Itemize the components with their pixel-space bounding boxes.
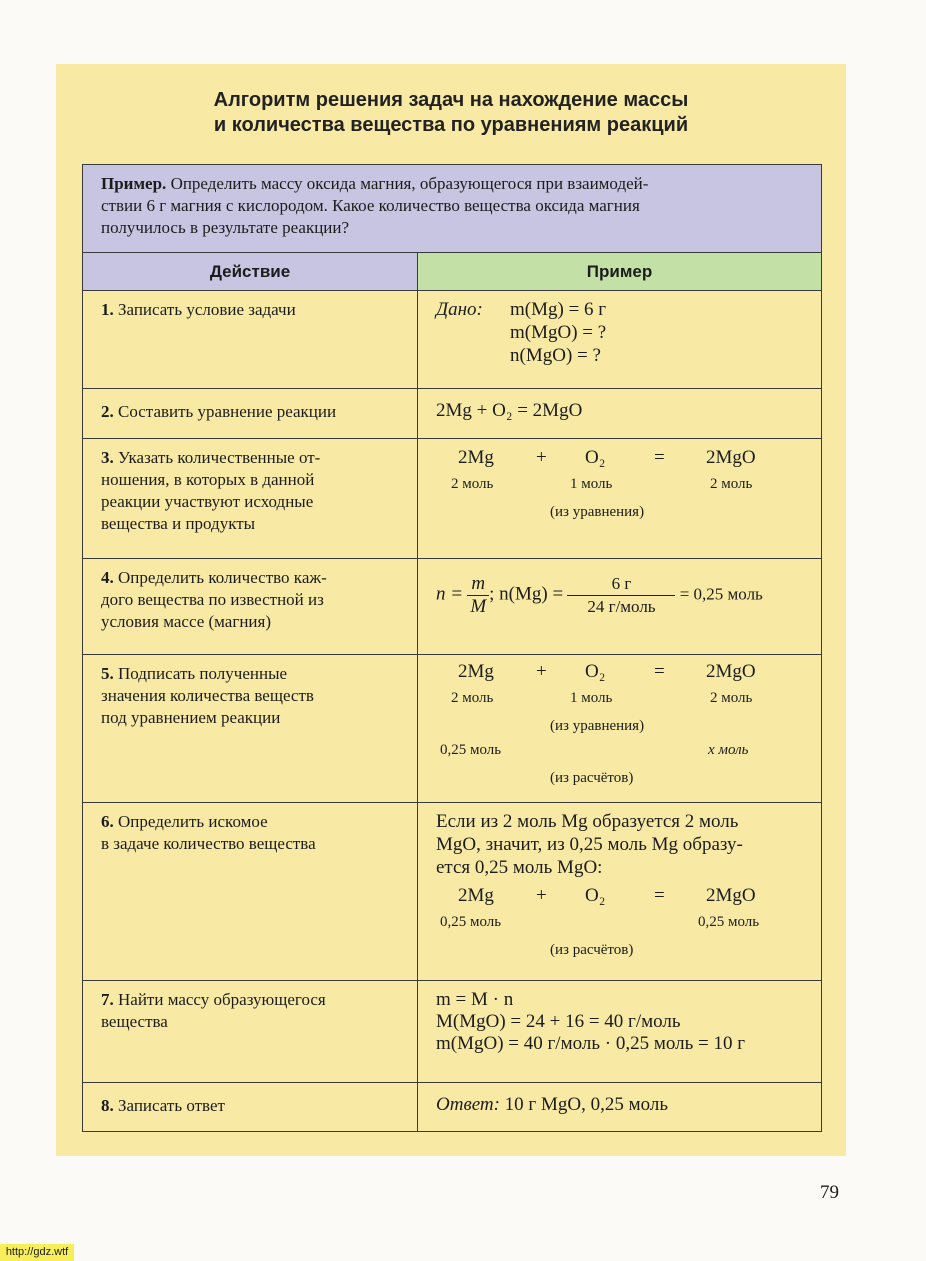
molar-mass-calc: M(MgO) = 24 + 16 = 40 г/моль xyxy=(436,1011,681,1032)
action-text: условия массе (магния) xyxy=(101,612,271,631)
formula-equals: = xyxy=(654,885,665,906)
action-text: дого вещества по известной из xyxy=(101,590,324,609)
moles-mgo: 2 моль xyxy=(710,690,753,706)
given-line-2: m(MgO) = ? xyxy=(510,322,607,343)
fraction-numerator: 6 г xyxy=(567,573,675,596)
note-from-equation: (из уравнения) xyxy=(550,718,645,734)
formula-plus: + xyxy=(536,661,547,682)
table-row xyxy=(83,1083,821,1131)
action-cell xyxy=(83,559,418,654)
table-row xyxy=(83,981,821,1083)
action-text: Подписать полученные xyxy=(118,664,288,683)
mass-calc: m(MgO) = 40 г/моль · 0,25 моль = 10 г xyxy=(436,1033,746,1054)
action-text: реакции участвуют исходные xyxy=(101,492,314,511)
page-number: 79 xyxy=(820,1182,839,1203)
example-cell xyxy=(418,439,821,558)
given-label: Дано: xyxy=(436,299,483,320)
table-row xyxy=(83,559,821,655)
action-cell xyxy=(83,803,418,980)
mass-formula: m = M · n xyxy=(436,989,514,1010)
example-cell xyxy=(418,655,821,802)
example-label: Пример. xyxy=(101,174,167,193)
action-cell xyxy=(83,389,418,438)
action-cell xyxy=(83,439,418,558)
step-number: 2. xyxy=(101,402,114,421)
reaction-equation: 2Mg + O₂ = 2MgO xyxy=(436,400,583,421)
example-cell xyxy=(418,981,821,1082)
formula-equals: = xyxy=(654,661,665,682)
action-cell xyxy=(83,291,418,388)
example-cell xyxy=(418,559,821,654)
action-text: ношения, в которых в данной xyxy=(101,470,315,489)
action-text: Записать ответ xyxy=(118,1096,225,1115)
fraction-numerator: m xyxy=(467,573,489,596)
action-cell xyxy=(83,1083,418,1131)
fraction-denominator: M xyxy=(470,596,487,617)
action-cell xyxy=(83,655,418,802)
example-cell xyxy=(418,291,821,388)
fraction-values xyxy=(567,573,675,618)
formula-result: = 0,25 моль xyxy=(679,584,763,604)
formula-mg: 2Mg xyxy=(458,447,494,468)
explanation-line-2: MgO, значит, из 0,25 моль Mg образу- xyxy=(436,834,743,855)
moles-o2: 1 моль xyxy=(570,476,613,492)
explanation-line-1: Если из 2 моль Mg образуется 2 моль xyxy=(436,811,739,832)
note-from-calculation: (из расчётов) xyxy=(550,770,634,786)
example-line-1: Определить массу оксида магния, образующегося при взаимодей- xyxy=(170,174,649,193)
step-number: 3. xyxy=(101,448,114,467)
header-action: Действие xyxy=(83,253,418,291)
note-from-calculation: (из расчётов) xyxy=(550,942,634,958)
action-text: Записать условие задачи xyxy=(118,300,296,319)
step-number: 6. xyxy=(101,812,114,831)
table-row xyxy=(83,291,821,389)
formula-o2: O₂ xyxy=(585,661,606,682)
step-number: 8. xyxy=(101,1096,114,1115)
step-number: 4. xyxy=(101,568,114,587)
formula-mgo: 2MgO xyxy=(706,447,756,468)
action-text: Указать количественные от- xyxy=(118,448,321,467)
title-line-2: и количества вещества по уравнениям реакций xyxy=(213,114,689,136)
formula-plus: + xyxy=(536,885,547,906)
example-box xyxy=(82,164,822,252)
calc-moles-x: x моль xyxy=(708,742,749,758)
table-row xyxy=(83,389,821,439)
answer-label: Ответ: xyxy=(436,1094,500,1115)
formula-o2: O₂ xyxy=(585,885,606,906)
formula-mg: 2Mg xyxy=(458,885,494,906)
moles-o2: 1 моль xyxy=(570,690,613,706)
formula-mgo: 2MgO xyxy=(706,661,756,682)
explanation-line-3: ется 0,25 моль MgO: xyxy=(436,857,603,878)
formula-plus: + xyxy=(536,447,547,468)
note-from-equation: (из уравнения) xyxy=(550,504,645,520)
formula-n: n = xyxy=(436,583,464,605)
step-number: 7. xyxy=(101,990,114,1009)
answer-text: 10 г MgO, 0,25 моль xyxy=(504,1094,668,1115)
moles-mgo: 2 моль xyxy=(710,476,753,492)
table-row xyxy=(83,655,821,803)
formula-o2: O₂ xyxy=(585,447,606,468)
formula-equals: = xyxy=(654,447,665,468)
action-text: вещества и продукты xyxy=(101,514,256,533)
given-line-1: m(Mg) = 6 г xyxy=(510,299,607,320)
example-cell xyxy=(418,1083,821,1131)
action-text: в задаче количество вещества xyxy=(101,834,316,853)
action-text: Составить уравнение реакции xyxy=(118,402,337,421)
action-text: значения количества веществ xyxy=(101,686,314,705)
fraction-m-over-M xyxy=(467,573,489,618)
action-text: под уравнением реакции xyxy=(101,708,281,727)
page-title xyxy=(56,88,846,138)
header-example: Пример xyxy=(418,253,821,291)
formula-mg: 2Mg xyxy=(458,661,494,682)
moles-mg: 0,25 моль xyxy=(440,914,502,930)
action-text: Определить искомое xyxy=(118,812,268,831)
formula-mgo: 2MgO xyxy=(706,885,756,906)
calc-moles-mg: 0,25 моль xyxy=(440,742,502,758)
action-text: вещества xyxy=(101,1012,168,1031)
action-cell xyxy=(83,981,418,1082)
title-line-1: Алгоритм решения задач на нахождение массы xyxy=(213,89,689,111)
step-number: 5. xyxy=(101,664,114,683)
formula-n-mg: ; n(Mg) = xyxy=(489,583,564,605)
table-row xyxy=(83,439,821,559)
watermark: http://gdz.wtf xyxy=(0,1244,74,1261)
example-line-3: получилось в результате реакции? xyxy=(101,218,350,237)
step-number: 1. xyxy=(101,300,114,319)
action-text: Найти массу образующегося xyxy=(118,990,326,1009)
moles-mgo: 0,25 моль xyxy=(698,914,760,930)
action-text: Определить количество каж- xyxy=(118,568,327,587)
moles-mg: 2 моль xyxy=(451,690,494,706)
example-line-2: ствии 6 г магния с кислородом. Какое количество вещества оксида магния xyxy=(101,196,640,215)
table-row xyxy=(83,803,821,981)
example-cell xyxy=(418,803,821,980)
given-line-3: n(MgO) = ? xyxy=(510,345,601,366)
fraction-denominator: 24 г/моль xyxy=(587,597,656,616)
algorithm-table xyxy=(82,252,822,1132)
moles-mg: 2 моль xyxy=(451,476,494,492)
example-cell xyxy=(418,389,821,438)
